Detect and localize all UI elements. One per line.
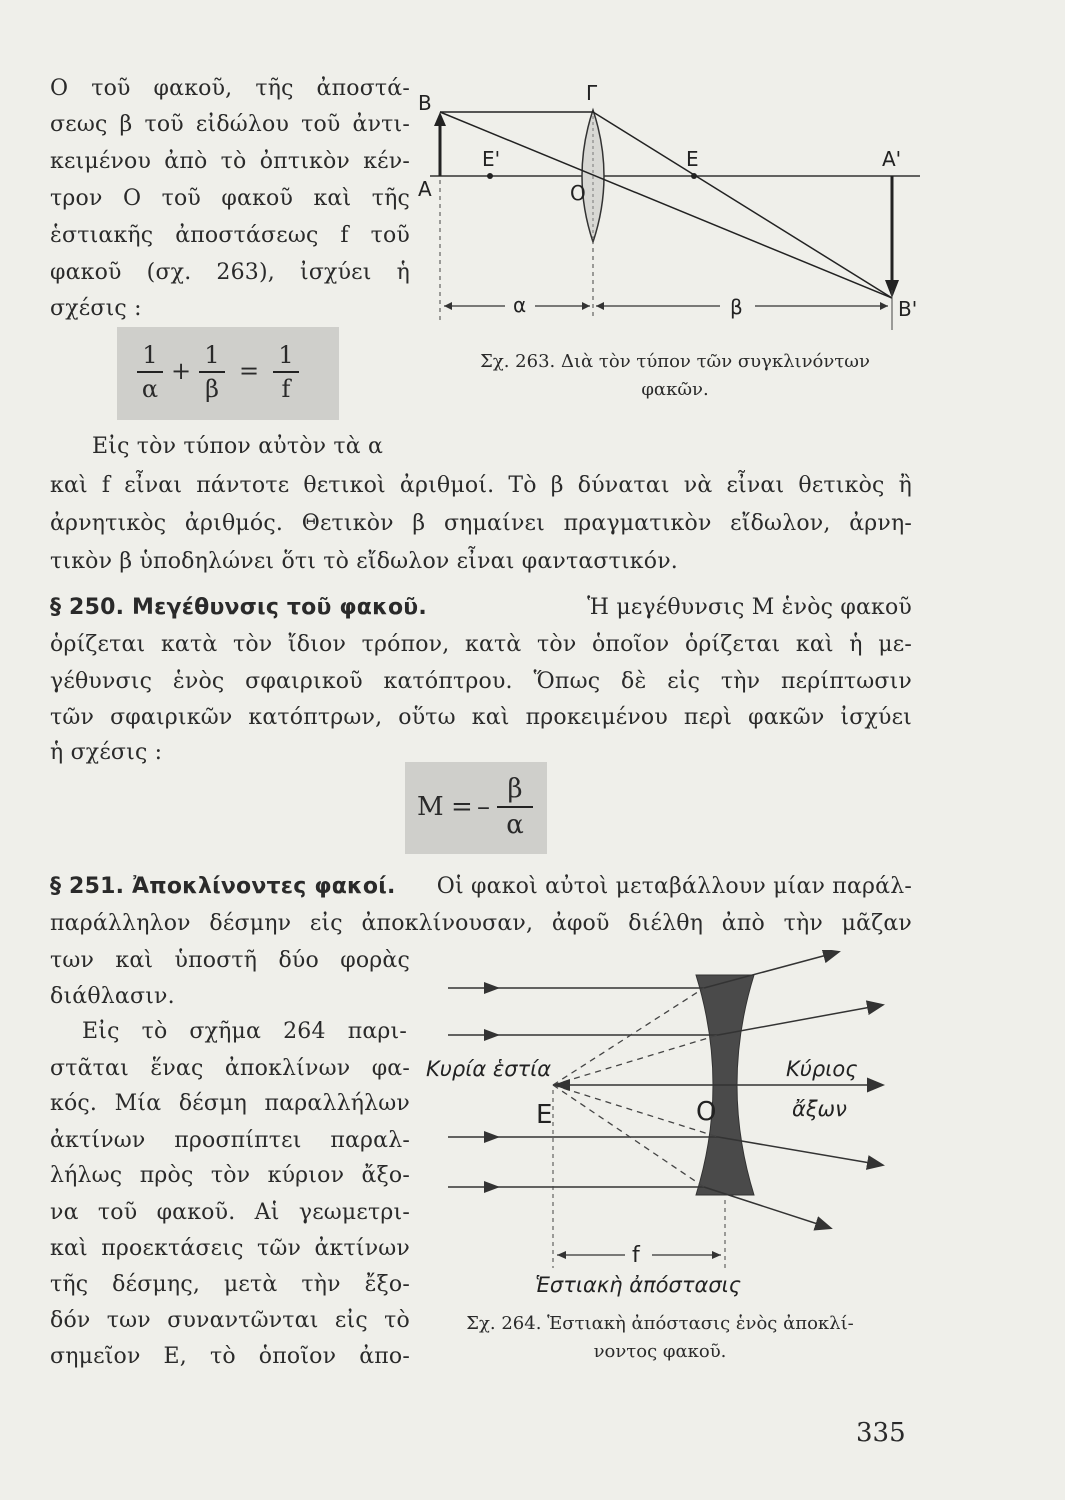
label-estiaki-apostasis: Ἑστιακὴ ἀπόστασις xyxy=(535,1273,742,1297)
label-beta: β xyxy=(730,295,743,319)
figure-264-diverging-lens xyxy=(420,950,890,1310)
label-E-prime: Ε' xyxy=(482,147,501,171)
label-E: Ε xyxy=(536,1100,553,1130)
label-A-prime: Α' xyxy=(882,147,902,171)
section-text: Ἡ μεγέθυνσις Μ ἑνὸς φακοῦ xyxy=(587,595,912,620)
caption-line: Σχ. 264. Ἑστιακὴ ἀπόστασις ἑνὸς ἀποκλί- xyxy=(466,1313,854,1334)
label-f: f xyxy=(632,1243,640,1268)
text-line: τρον Ο τοῦ φακοῦ καὶ τῆς xyxy=(50,186,410,211)
lens-formula xyxy=(117,327,339,420)
label-B: B xyxy=(418,91,432,115)
formula-denominator: α xyxy=(506,810,524,840)
text-line: φακοῦ (σχ. 263), ἰσχύει ἡ xyxy=(50,260,410,285)
text-line: σχέσις : xyxy=(50,296,142,321)
text-line: κός. Μία δέσμη παραλλήλων xyxy=(50,1091,410,1116)
formula-plus: + xyxy=(171,357,192,385)
label-A: Α xyxy=(418,177,432,201)
formula-numerator: β xyxy=(507,774,523,804)
caption-line: φακῶν. xyxy=(641,379,709,400)
figure-263-converging-lens xyxy=(410,80,930,340)
text-line: ἑστιακῆς ἀποστάσεως f τοῦ xyxy=(50,223,410,248)
figure-264-caption xyxy=(410,1310,910,1366)
text-line: στᾶται ἕνας ἀποκλίνων φα- xyxy=(50,1056,410,1081)
label-alpha: α xyxy=(513,293,527,317)
text-line: διάθλασιν. xyxy=(50,984,175,1009)
text-line: Εἰς τὸν τύπον αὐτὸν τὰ α xyxy=(92,434,384,459)
label-O: Ο xyxy=(696,1097,717,1127)
text-line: γέθυνσις ἑνὸς σφαιρικοῦ κατόπτρου. Ὅπως δὲ εἰς τὴν περίπτωσιν xyxy=(50,669,912,694)
formula-denominator: α xyxy=(141,375,159,403)
text-line: σεως β τοῦ εἰδώλου τοῦ ἀντι- xyxy=(50,112,410,137)
label-E: Ε xyxy=(686,147,699,171)
text-line: λήλως πρὸς τὸν κύριον ἄξο- xyxy=(50,1163,410,1188)
text-line: σημεῖον Ε, τὸ ὁποῖον ἀπο- xyxy=(50,1344,410,1369)
figure-263-caption xyxy=(430,348,920,404)
text-line xyxy=(50,593,912,623)
label-kyria-estia: Κυρία ἑστία xyxy=(426,1057,552,1081)
formula-denominator: β xyxy=(205,375,219,403)
text-line: ὁρίζεται κατὰ τὸν ἴδιον τρόπον, κατὰ τὸν ὁποῖον ὁρίζεται καὶ ἡ με- xyxy=(50,632,912,657)
text-line: ἀκτίνων προσπίπτει παραλ- xyxy=(50,1128,410,1153)
text-line: καὶ f εἶναι πάντοτε θετικοὶ ἀριθμοί. Τὸ β δύναται νὰ εἶναι θετικὸς ἢ xyxy=(50,473,912,498)
text-line: κειμένου ἀπὸ τὸ ὀπτικὸν κέν- xyxy=(50,149,410,174)
caption-line: Σχ. 263. Διὰ τὸν τύπον τῶν συγκλινόντων xyxy=(480,351,870,372)
label-kyrios: Κύριος xyxy=(786,1057,858,1081)
text-line: τῆς δέσμης, μετὰ τὴν ἔξο- xyxy=(50,1272,410,1297)
text-line: των καὶ ὑποστῆ δύο φορὰς xyxy=(50,948,410,973)
formula-minus: – xyxy=(477,792,490,822)
label-axon: ἄξων xyxy=(792,1097,847,1121)
text-line: Εἰς τὸ σχῆμα 264 παρι- xyxy=(82,1019,407,1044)
formula-equals: = xyxy=(451,792,473,822)
text-line: τῶν σφαιρικῶν κατόπτρων, οὕτω καὶ προκειμένου περὶ φακῶν ἰσχύει xyxy=(50,705,912,730)
text-line: τικὸν β ὑποδηλώνει ὅτι τὸ εἴδωλον εἶναι φανταστικόν. xyxy=(50,549,678,574)
text-line: καὶ προεκτάσεις τῶν ἀκτίνων xyxy=(50,1236,410,1261)
formula-numerator: 1 xyxy=(142,341,158,369)
formula-numerator: 1 xyxy=(204,341,220,369)
page-number: 335 xyxy=(856,1418,906,1448)
label-Gamma: Γ xyxy=(586,81,598,105)
text-line: ἀρνητικὸς ἀριθμός. Θετικὸν β σημαίνει πραγματικὸν εἴδωλον, ἀρνη- xyxy=(50,511,912,536)
text-line: Ο τοῦ φακοῦ, τῆς ἀποστά- xyxy=(50,76,410,101)
text-line xyxy=(50,872,912,902)
caption-line: νοντος φακοῦ. xyxy=(593,1341,727,1362)
section-text: Οἱ φακοὶ αὐτοὶ μεταβάλλουν μίαν παράλ- xyxy=(436,874,912,899)
magnification-formula xyxy=(405,762,547,854)
text-line: ἡ σχέσις : xyxy=(50,740,163,765)
text-line: να τοῦ φακοῦ. Αἱ γεωμετρι- xyxy=(50,1200,410,1225)
formula-denominator: f xyxy=(281,375,291,403)
text-line: παράλληλον δέσμην εἰς ἀποκλίνουσαν, ἀφοῦ διέλθη ἀπὸ τὴν μᾶζαν xyxy=(50,911,912,936)
formula-equals: = xyxy=(238,357,260,385)
section-heading: § 251. Ἀποκλίνοντες φακοί. xyxy=(50,874,396,899)
label-O: Ο xyxy=(570,181,586,205)
formula-numerator: 1 xyxy=(278,341,294,369)
formula-lhs: Μ xyxy=(417,792,444,822)
text-line: δόν των συναντῶνται εἰς τὸ xyxy=(50,1308,410,1333)
label-B-prime: Β' xyxy=(898,297,918,321)
section-heading: § 250. Μεγέθυνσις τοῦ φακοῦ. xyxy=(50,595,427,620)
